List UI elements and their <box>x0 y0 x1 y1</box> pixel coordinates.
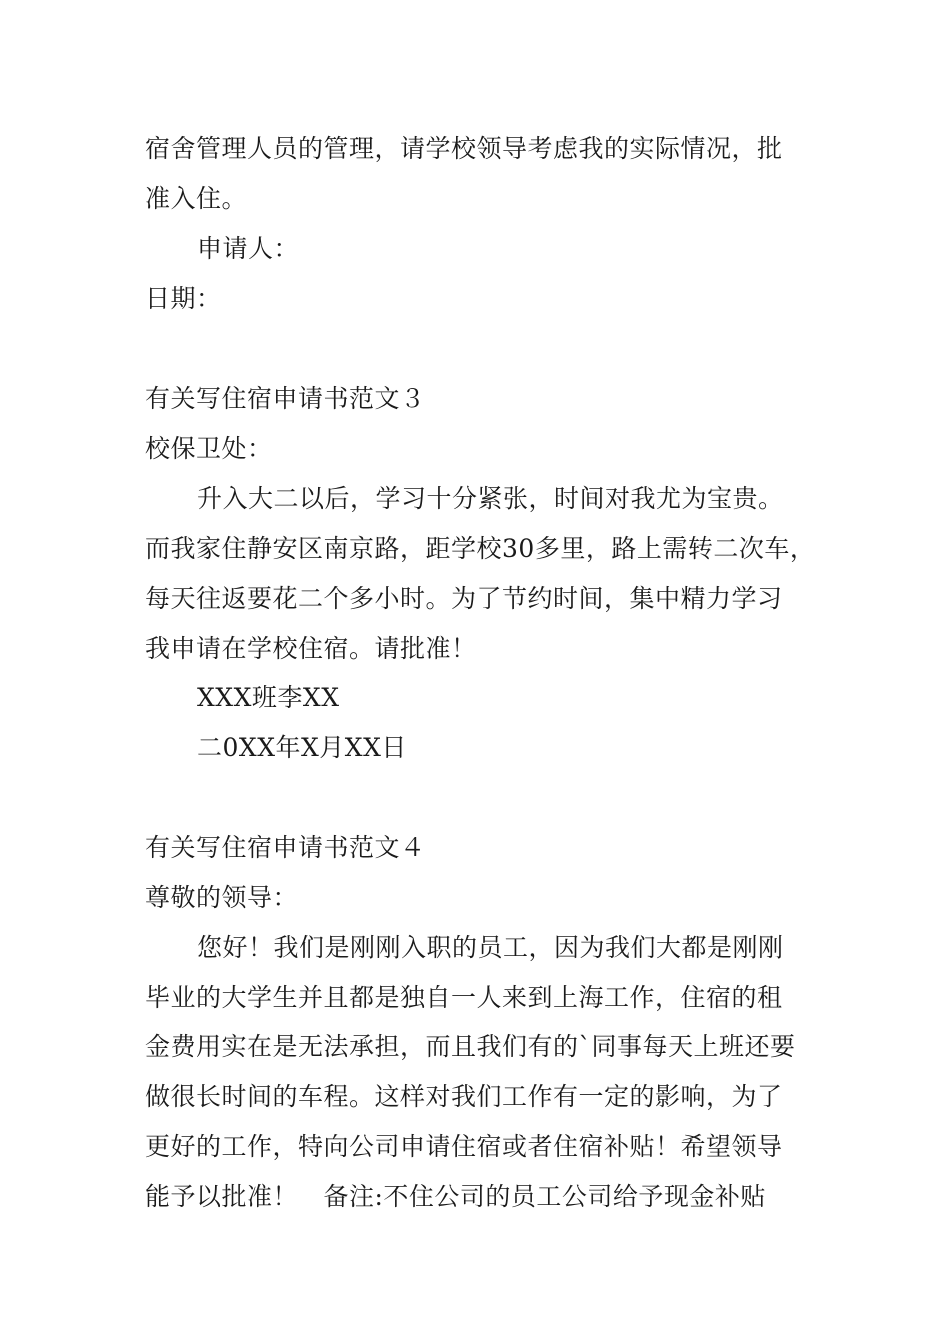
paragraph-line: 您好！我们是刚刚入职的员工，因为我们大都是刚刚 <box>197 933 784 962</box>
paragraph-line: 而我家住静安区南京路，距学校30多里，路上需转二次车， <box>145 534 816 563</box>
paragraph-line: 升入大二以后，学习十分紧张，时间对我尤为宝贵。 <box>197 484 784 513</box>
paragraph-line: 每天往返要花二个多小时。为了节约时间，集中精力学习 <box>145 584 783 613</box>
signature: XXX班李XX <box>197 683 340 712</box>
section-heading: 有关写住宿申请书范文４ <box>145 833 426 862</box>
salutation: 校保卫处： <box>145 434 273 463</box>
paragraph-line: 能予以批准！ 备注:不住公司的员工公司给予现金补贴 <box>145 1182 766 1211</box>
section-heading: 有关写住宿申请书范文３ <box>145 384 426 413</box>
date-label: 日期： <box>145 284 222 313</box>
paragraph-line: 金费用实在是无法承担，而且我们有的`同事每天上班还要 <box>145 1032 796 1061</box>
paragraph-line: 毕业的大学生并且都是独自一人来到上海工作，住宿的租 <box>145 983 783 1012</box>
paragraph-line: 我申请在学校住宿。请批准！ <box>145 634 477 663</box>
applicant-label: 申请人： <box>197 234 300 263</box>
paragraph-line: 准入住。 <box>145 184 248 213</box>
salutation: 尊敬的领导： <box>145 883 299 912</box>
letter-date: 二0XX年X月XX日 <box>197 733 407 762</box>
paragraph-line: 做很长时间的车程。这样对我们工作有一定的影响，为了 <box>145 1082 783 1111</box>
paragraph-line: 宿舍管理人员的管理，请学校领导考虑我的实际情况，批 <box>145 134 783 163</box>
paragraph-line: 更好的工作，特向公司申请住宿或者住宿补贴！希望领导 <box>145 1132 783 1161</box>
